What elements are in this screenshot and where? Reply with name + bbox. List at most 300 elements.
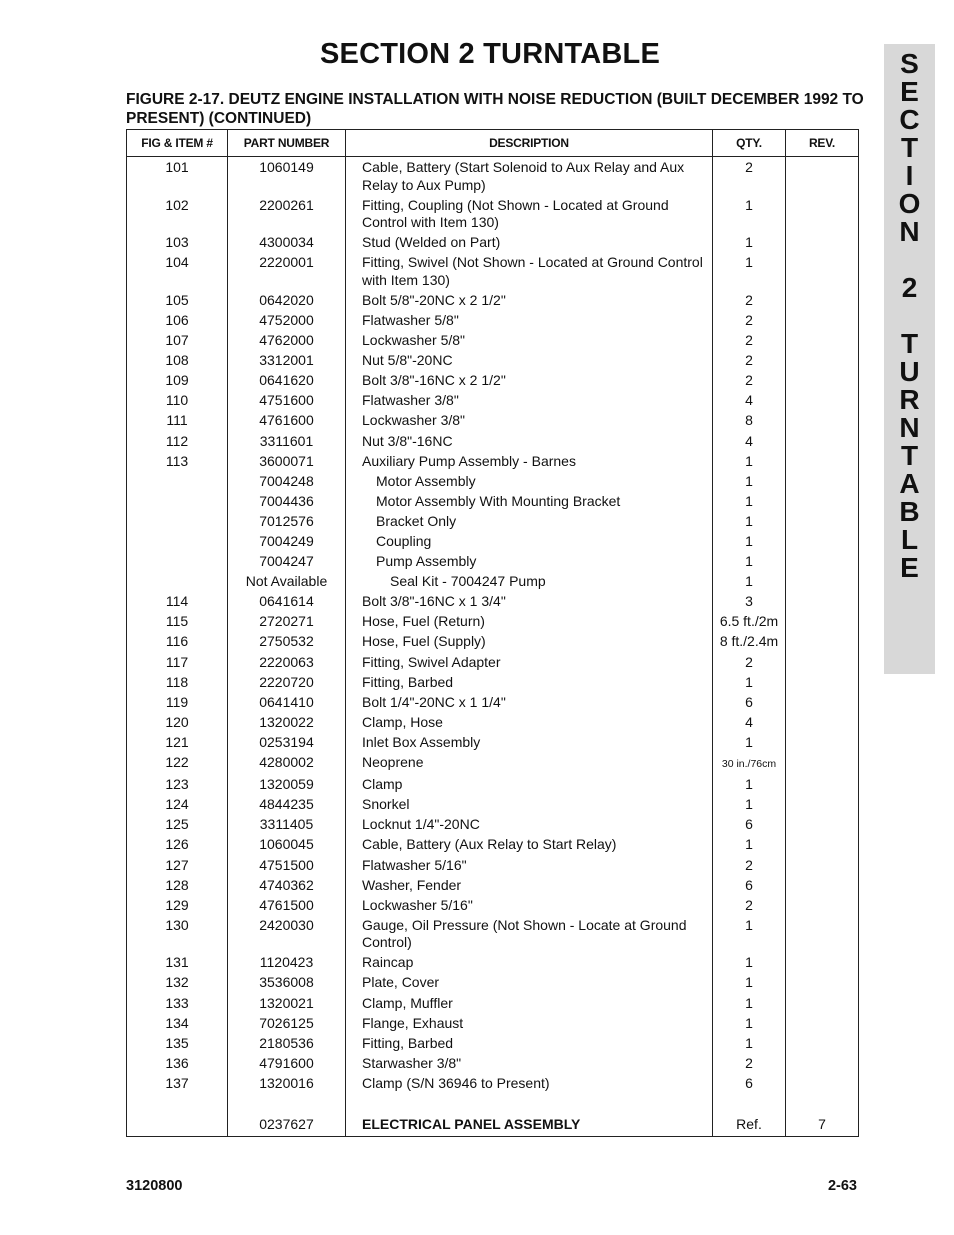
cell-description: [346, 392, 713, 412]
cell-qty-text: 30 in./76cm: [721, 758, 777, 771]
cell-qty: [713, 372, 786, 392]
column-header-fig-item: FIG & ITEM #: [127, 130, 228, 157]
cell-fig-item-text: 131: [165, 954, 189, 971]
cell-part-number: [228, 1055, 346, 1075]
cell-qty-text: 2: [745, 311, 753, 328]
spacer-cell: [127, 1095, 228, 1116]
cell-qty-text: 2: [745, 159, 753, 175]
table-spacer-row: [127, 1095, 859, 1116]
cell-part-number: [228, 714, 346, 734]
cell-qty: [713, 433, 786, 453]
cell-fig-item: [127, 473, 228, 493]
cell-part-number: [228, 392, 346, 412]
cell-fig-item: [127, 754, 228, 776]
cell-rev: [786, 513, 859, 533]
cell-description: [346, 836, 713, 856]
cell-part-number: [228, 312, 346, 332]
cell-qty: [713, 392, 786, 412]
side-tab-letter: L: [900, 524, 919, 555]
table-row: [127, 1035, 859, 1055]
cell-part-number-text: 2750532: [259, 633, 314, 650]
cell-qty: [713, 312, 786, 332]
cell-part-number: [228, 332, 346, 352]
table-row: [127, 954, 859, 974]
cell-description-text: Fitting, Swivel Adapter: [362, 653, 501, 670]
cell-fig-item-text: 127: [165, 856, 189, 873]
cell-fig-item: [127, 157, 228, 197]
table-row: [127, 1055, 859, 1075]
cell-description-text: Auxiliary Pump Assembly - Barnes: [362, 452, 576, 469]
cell-part-number: [228, 857, 346, 877]
cell-part-number: [228, 292, 346, 312]
cell-fig-item-text: 107: [165, 332, 189, 349]
cell-qty: [713, 857, 786, 877]
cell-description-text: Fitting, Coupling (Not Shown - Located at Ground Control with Item 130): [362, 196, 669, 231]
cell-description-text: Clamp: [362, 776, 403, 793]
table-row: [127, 613, 859, 633]
table-row: [127, 573, 859, 593]
cell-qty-text: 1: [745, 492, 753, 509]
parts-table: [126, 129, 859, 1137]
cell-fig-item: [127, 292, 228, 312]
cell-qty-text: Ref.: [736, 1115, 762, 1132]
cell-part-number-text: 1320059: [259, 776, 314, 793]
cell-part-number-text: 4762000: [259, 332, 314, 349]
cell-fig-item: [127, 974, 228, 994]
cell-description-text: Nut 3/8"-16NC: [362, 432, 453, 449]
cell-rev: [786, 796, 859, 816]
side-tab-letter: U: [899, 356, 920, 387]
cell-qty: [713, 974, 786, 994]
cell-description: [346, 1055, 713, 1075]
cell-qty: [713, 816, 786, 836]
table-row: [127, 513, 859, 533]
cell-fig-item: [127, 593, 228, 613]
cell-qty-text: 1: [745, 733, 753, 750]
cell-rev: [786, 157, 859, 197]
cell-fig-item: [127, 654, 228, 674]
table-row: [127, 974, 859, 994]
column-header-description: DESCRIPTION: [346, 130, 713, 157]
cell-rev: [786, 734, 859, 754]
cell-qty-text: 8 ft./2.4m: [719, 633, 779, 650]
cell-qty: [713, 877, 786, 897]
cell-rev: [786, 754, 859, 776]
cell-qty: [713, 1015, 786, 1035]
table-row: [127, 332, 859, 352]
table-row: [127, 593, 859, 613]
cell-fig-item-text: 119: [165, 693, 189, 710]
cell-fig-item-text: 129: [165, 896, 189, 913]
cell-qty: [713, 593, 786, 613]
section-side-tab: [884, 44, 935, 674]
cell-rev: [786, 533, 859, 553]
cell-fig-item: [127, 392, 228, 412]
cell-qty: [713, 674, 786, 694]
cell-description: [346, 1015, 713, 1035]
cell-qty: [713, 573, 786, 593]
side-tab-letter: N: [899, 412, 920, 443]
table-row: [127, 254, 859, 292]
cell-fig-item: [127, 633, 228, 653]
table-row: [127, 857, 859, 877]
cell-description: [346, 654, 713, 674]
cell-rev: [786, 816, 859, 836]
cell-description: [346, 857, 713, 877]
cell-rev: [786, 714, 859, 734]
cell-fig-item-text: 133: [165, 994, 189, 1011]
cell-rev: [786, 1015, 859, 1035]
cell-part-number-text: 7004248: [259, 472, 314, 489]
cell-fig-item: [127, 714, 228, 734]
table-row: [127, 734, 859, 754]
cell-description-text: Fitting, Barbed: [362, 673, 454, 690]
cell-qty: [713, 157, 786, 197]
cell-description-text: Lockwasher 5/8": [362, 332, 466, 349]
cell-qty: [713, 654, 786, 674]
cell-qty: [713, 633, 786, 653]
cell-fig-item-text: 115: [165, 613, 189, 630]
cell-qty-text: 8: [745, 412, 753, 429]
cell-part-number: [228, 836, 346, 856]
cell-description: [346, 734, 713, 754]
cell-part-number: [228, 533, 346, 553]
cell-description: [346, 254, 713, 292]
cell-qty-text: 1: [745, 916, 753, 933]
table-row: [127, 312, 859, 332]
table-row: [127, 633, 859, 653]
cell-fig-item: [127, 254, 228, 292]
cell-part-number: [228, 513, 346, 533]
cell-description-text: Bolt 3/8"-16NC x 1 3/4": [362, 593, 506, 610]
cell-qty-text: 2: [745, 1054, 753, 1071]
cell-part-number: [228, 816, 346, 836]
table-row: [127, 674, 859, 694]
cell-description: [346, 694, 713, 714]
cell-description-text: Stud (Welded on Part): [362, 234, 501, 251]
cell-qty-text: 1: [745, 954, 753, 971]
cell-qty: [713, 694, 786, 714]
cell-fig-item-text: 101: [165, 159, 189, 175]
cell-part-number: [228, 995, 346, 1015]
cell-qty: [713, 254, 786, 292]
cell-part-number-text: 1320021: [259, 994, 314, 1011]
cell-fig-item-text: 134: [165, 1014, 189, 1031]
cell-rev: [786, 553, 859, 573]
cell-fig-item-text: 123: [165, 776, 189, 793]
cell-fig-item: [127, 816, 228, 836]
cell-part-number-text: 2220063: [259, 653, 314, 670]
cell-rev: [786, 1035, 859, 1055]
cell-rev: [786, 453, 859, 473]
cell-fig-item: [127, 613, 228, 633]
cell-qty: [713, 493, 786, 513]
cell-part-number: [228, 493, 346, 513]
cell-description-text: Flange, Exhaust: [362, 1014, 464, 1031]
cell-fig-item: [127, 877, 228, 897]
table-row: [127, 654, 859, 674]
cell-description-text: Inlet Box Assembly: [362, 733, 481, 750]
cell-description: [346, 412, 713, 432]
cell-qty: [713, 553, 786, 573]
cell-qty-text: 1: [745, 573, 753, 590]
cell-rev: [786, 613, 859, 633]
cell-qty-text: 2: [745, 896, 753, 913]
cell-part-number: [228, 352, 346, 372]
spacer-cell: [346, 1095, 713, 1116]
side-tab-letter: O: [898, 188, 921, 219]
cell-qty-text: 6: [745, 1074, 753, 1091]
cell-fig-item: [127, 1035, 228, 1055]
cell-fig-item: [127, 332, 228, 352]
side-tab-letter: B: [899, 496, 920, 527]
cell-rev: [786, 1055, 859, 1075]
cell-qty-text: 2: [745, 372, 753, 389]
cell-part-number: [228, 796, 346, 816]
cell-fig-item-text: 106: [165, 311, 189, 328]
cell-rev: [786, 633, 859, 653]
cell-part-number-text: 0642020: [259, 291, 314, 308]
cell-description: [346, 754, 713, 776]
cell-rev: [786, 312, 859, 332]
table-row: [127, 433, 859, 453]
cell-part-number: [228, 917, 346, 955]
section-title: SECTION 2 TURNTABLE: [320, 38, 660, 70]
cell-rev: [786, 954, 859, 974]
cell-part-number-text: 2420030: [259, 916, 314, 933]
cell-fig-item: [127, 995, 228, 1015]
cell-part-number-text: 0641620: [259, 372, 314, 389]
cell-description: [346, 877, 713, 897]
side-tab-letter: 2: [901, 272, 918, 303]
side-tab-letter: S: [900, 48, 919, 79]
cell-rev-text: 7: [818, 1115, 826, 1132]
cell-part-number-text: 0253194: [259, 733, 314, 750]
cell-qty-text: 1: [745, 553, 753, 570]
cell-description-text: Starwasher 3/8": [362, 1054, 462, 1071]
cell-part-number-text: 4761600: [259, 412, 314, 429]
cell-qty-text: 6.5 ft./2m: [719, 613, 779, 630]
cell-fig-item: [127, 352, 228, 372]
cell-fig-item: [127, 1116, 228, 1137]
cell-description: [346, 897, 713, 917]
cell-description: [346, 593, 713, 613]
cell-rev: [786, 897, 859, 917]
cell-description: [346, 613, 713, 633]
cell-qty: [713, 1035, 786, 1055]
cell-fig-item: [127, 1015, 228, 1035]
cell-qty-text: 1: [745, 776, 753, 793]
cell-qty: [713, 197, 786, 235]
cell-fig-item-text: 137: [165, 1074, 189, 1091]
cell-fig-item-text: 108: [165, 352, 189, 369]
table-row: [127, 917, 859, 955]
cell-rev: [786, 654, 859, 674]
side-tab-letter: T: [900, 440, 919, 471]
cell-part-number: [228, 453, 346, 473]
cell-description-text: Hose, Fuel (Return): [362, 613, 485, 630]
cell-qty-text: 2: [745, 653, 753, 670]
cell-description: [346, 714, 713, 734]
cell-description: [346, 157, 713, 197]
cell-part-number: [228, 254, 346, 292]
cell-part-number: [228, 897, 346, 917]
cell-part-number: [228, 433, 346, 453]
table-row: [127, 292, 859, 312]
side-tab-letter: T: [900, 132, 919, 163]
cell-fig-item: [127, 857, 228, 877]
table-row: [127, 694, 859, 714]
cell-fig-item-text: 109: [165, 372, 189, 389]
cell-description: [346, 197, 713, 235]
cell-description-text: Hose, Fuel (Supply): [362, 633, 486, 650]
cell-rev: [786, 877, 859, 897]
cell-fig-item-text: 104: [165, 254, 189, 271]
cell-description-text: Lockwasher 3/8": [362, 412, 466, 429]
table-row: [127, 897, 859, 917]
cell-fig-item-text: 112: [165, 432, 189, 449]
cell-description: [346, 974, 713, 994]
cell-description-text: Nut 5/8"-20NC: [362, 352, 453, 369]
cell-qty-text: 4: [745, 713, 753, 730]
cell-qty-text: 6: [745, 693, 753, 710]
cell-qty-text: 3: [745, 593, 753, 610]
cell-part-number-text: 4751600: [259, 392, 314, 409]
cell-qty: [713, 796, 786, 816]
cell-part-number-text: 2220720: [259, 673, 314, 690]
cell-qty: [713, 453, 786, 473]
cell-part-number-text: 4751500: [259, 856, 314, 873]
cell-part-number-text: 7012576: [259, 512, 314, 529]
cell-fig-item-text: 103: [165, 234, 189, 251]
cell-fig-item: [127, 234, 228, 254]
cell-qty: [713, 917, 786, 955]
cell-part-number-text: 7004436: [259, 492, 314, 509]
side-tab-letter: N: [899, 216, 920, 247]
cell-fig-item-text: 118: [165, 673, 189, 690]
cell-part-number-text: 4844235: [259, 796, 314, 813]
cell-part-number-text: 3536008: [259, 974, 314, 991]
cell-fig-item: [127, 197, 228, 235]
cell-part-number-text: 4280002: [259, 754, 314, 771]
cell-description-text: Seal Kit - 7004247 Pump: [390, 573, 546, 590]
cell-part-number-text: 3311405: [259, 816, 314, 833]
cell-qty-text: 1: [745, 472, 753, 489]
cell-description-text: Lockwasher 5/16": [362, 896, 473, 913]
cell-qty: [713, 352, 786, 372]
side-tab-letter: E: [900, 76, 919, 107]
cell-fig-item-text: 136: [165, 1054, 189, 1071]
cell-part-number: [228, 633, 346, 653]
cell-qty-text: 1: [745, 1034, 753, 1051]
cell-description: [346, 674, 713, 694]
table-row: [127, 352, 859, 372]
cell-qty-text: 2: [745, 332, 753, 349]
side-tab-letter: A: [899, 468, 920, 499]
cell-description: [346, 816, 713, 836]
cell-qty-text: 1: [745, 533, 753, 549]
cell-part-number-text: 3311601: [259, 432, 314, 449]
cell-fig-item: [127, 533, 228, 553]
cell-rev: [786, 197, 859, 235]
cell-description-text: Locknut 1/4"-20NC: [362, 816, 480, 833]
cell-qty: [713, 473, 786, 493]
cell-rev: [786, 836, 859, 856]
cell-part-number-text: 4300034: [259, 234, 314, 251]
table-row: [127, 1075, 859, 1095]
cell-rev: [786, 974, 859, 994]
cell-fig-item-text: 124: [165, 796, 189, 813]
table-row: [127, 372, 859, 392]
cell-description-text: Clamp, Hose: [362, 713, 443, 730]
cell-qty: [713, 332, 786, 352]
cell-rev: [786, 674, 859, 694]
cell-description-text: Pump Assembly: [376, 553, 477, 570]
cell-fig-item: [127, 412, 228, 432]
cell-description: [346, 1116, 713, 1137]
cell-fig-item: [127, 553, 228, 573]
cell-fig-item: [127, 573, 228, 593]
column-header-rev: REV.: [786, 130, 859, 157]
table-row: [127, 412, 859, 432]
table-row: [127, 493, 859, 513]
cell-qty: [713, 836, 786, 856]
table-row: [127, 796, 859, 816]
side-tab-letter: T: [900, 328, 919, 359]
cell-description-text: Bolt 5/8"-20NC x 2 1/2": [362, 291, 506, 308]
cell-qty-text: 2: [745, 352, 753, 369]
cell-fig-item-text: 110: [165, 392, 189, 409]
cell-part-number-text: 3600071: [259, 452, 314, 469]
cell-qty: [713, 754, 786, 776]
cell-rev: [786, 234, 859, 254]
cell-description: [346, 352, 713, 372]
table-row: [127, 197, 859, 235]
cell-part-number: [228, 234, 346, 254]
cell-part-number: [228, 613, 346, 633]
cell-description: [346, 513, 713, 533]
cell-qty-text: 1: [745, 234, 753, 251]
cell-description-text: Motor Assembly: [376, 472, 476, 489]
cell-description: [346, 473, 713, 493]
cell-description-text: Clamp (S/N 36946 to Present): [362, 1074, 550, 1091]
cell-qty-text: 4: [745, 432, 753, 449]
table-row: [127, 836, 859, 856]
cell-fig-item: [127, 954, 228, 974]
cell-rev: [786, 573, 859, 593]
cell-fig-item-text: 102: [165, 196, 189, 213]
cell-fig-item-text: 132: [165, 974, 189, 991]
table-header-row: [127, 130, 859, 157]
cell-rev: [786, 254, 859, 292]
side-tab-letter: R: [899, 384, 920, 415]
table-row: [127, 995, 859, 1015]
cell-description: [346, 573, 713, 593]
cell-fig-item-text: 111: [166, 412, 188, 429]
table-row: [127, 473, 859, 493]
cell-fig-item-text: 105: [165, 291, 189, 308]
cell-rev: [786, 917, 859, 955]
cell-part-number-text: 7004249: [259, 533, 314, 549]
cell-fig-item: [127, 1055, 228, 1075]
cell-part-number: [228, 412, 346, 432]
document-number: 3120800: [126, 1178, 183, 1194]
cell-qty: [713, 995, 786, 1015]
cell-part-number-text: 2220001: [259, 254, 314, 271]
cell-qty-text: 1: [745, 196, 753, 213]
cell-description-text: Flatwasher 5/8": [362, 311, 459, 328]
cell-part-number: [228, 734, 346, 754]
